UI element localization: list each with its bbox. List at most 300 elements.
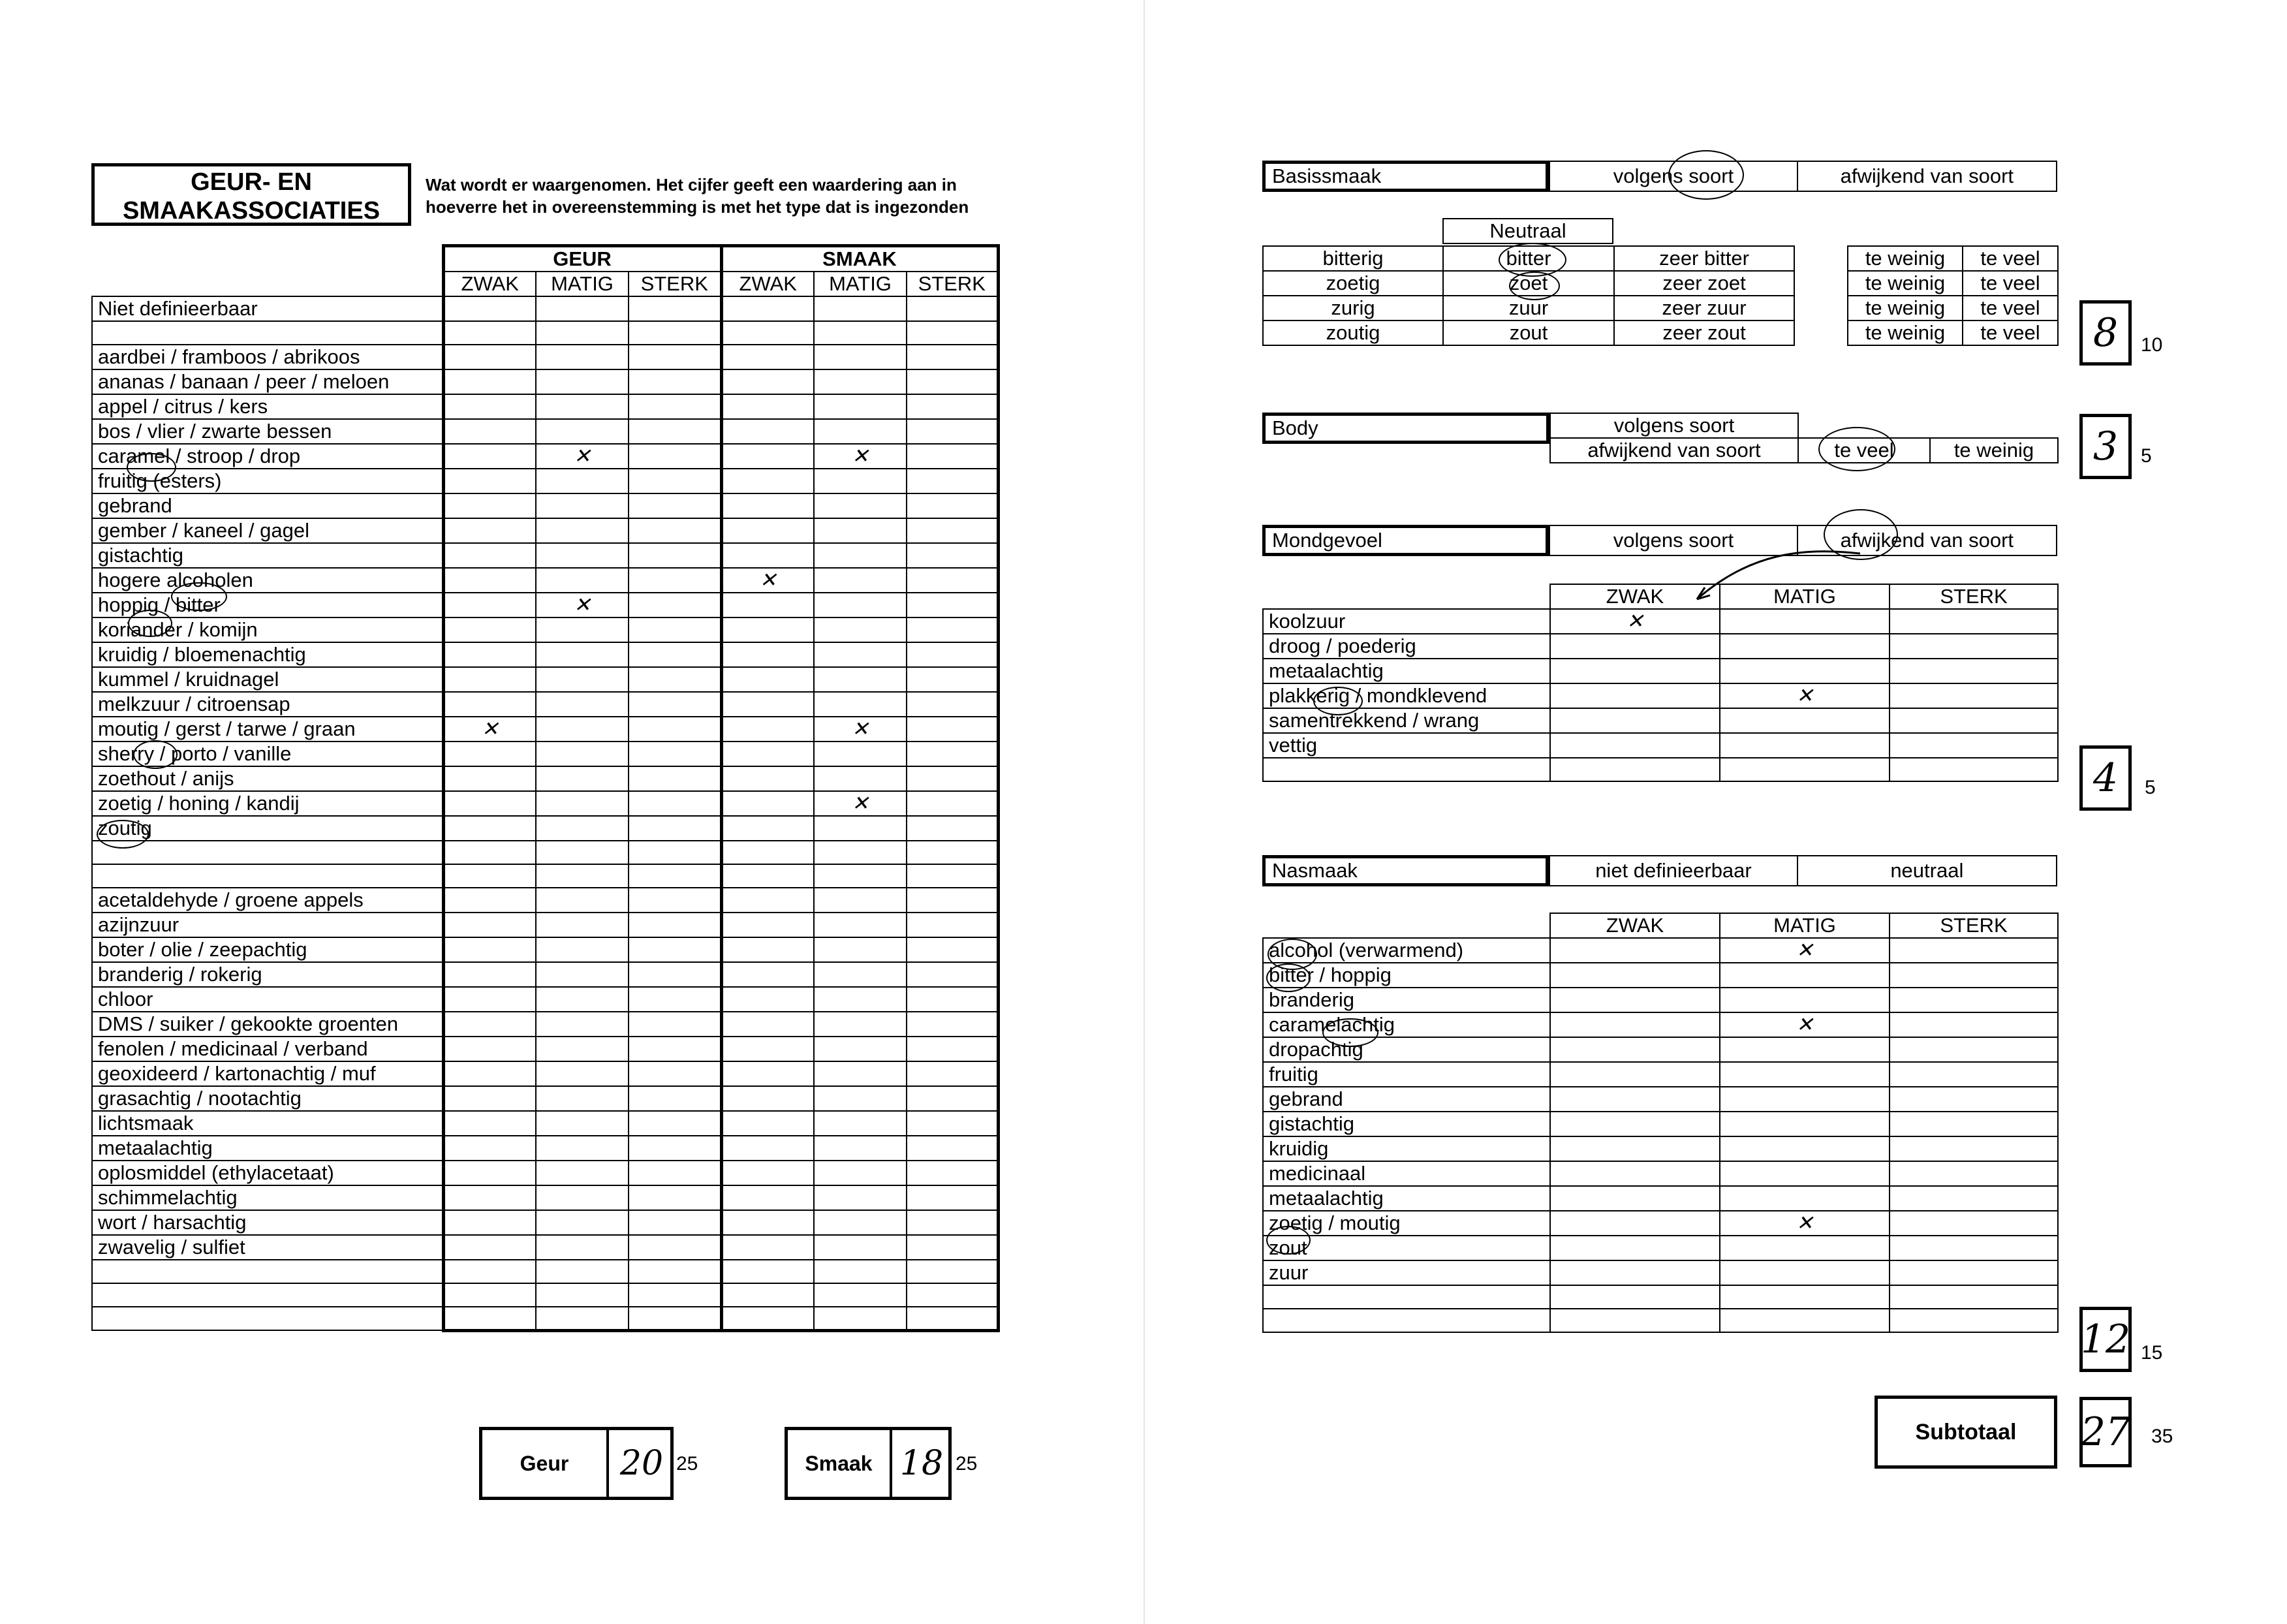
- mark-cell[interactable]: [443, 296, 536, 321]
- mark-cell[interactable]: [721, 791, 814, 816]
- mark-cell[interactable]: [907, 667, 998, 692]
- mark-cell[interactable]: [443, 987, 536, 1012]
- mark-cell[interactable]: [1720, 1112, 1890, 1136]
- mark-cell[interactable]: [443, 1210, 536, 1235]
- mark-cell[interactable]: [629, 1061, 721, 1086]
- mark-cell[interactable]: [907, 1037, 998, 1061]
- smaak-score-value[interactable]: 18: [890, 1430, 951, 1497]
- mark-cell[interactable]: [721, 692, 814, 717]
- mark-cell[interactable]: [629, 1111, 721, 1136]
- mark-cell[interactable]: [721, 543, 814, 568]
- mark-cell[interactable]: [907, 1012, 998, 1037]
- mark-cell[interactable]: [536, 742, 629, 766]
- mark-cell[interactable]: [629, 1012, 721, 1037]
- mark-cell[interactable]: [907, 864, 998, 888]
- mark-cell[interactable]: [1720, 1285, 1890, 1309]
- mark-cell[interactable]: [907, 394, 998, 419]
- mark-cell[interactable]: [629, 816, 721, 841]
- mark-cell[interactable]: [907, 791, 998, 816]
- mark-cell[interactable]: [629, 518, 721, 543]
- mark-cell[interactable]: [443, 1111, 536, 1136]
- mark-cell[interactable]: [1550, 1112, 1720, 1136]
- mark-cell[interactable]: [1720, 963, 1890, 988]
- mark-cell[interactable]: [536, 642, 629, 667]
- mark-cell[interactable]: [907, 1260, 998, 1283]
- mark-cell[interactable]: [721, 742, 814, 766]
- mark-cell[interactable]: [629, 987, 721, 1012]
- mark-cell[interactable]: [721, 1161, 814, 1185]
- mark-cell[interactable]: [629, 321, 721, 345]
- mark-cell[interactable]: [907, 543, 998, 568]
- mark-cell[interactable]: [629, 469, 721, 493]
- mark-cell[interactable]: [721, 987, 814, 1012]
- basissmaak-te-weinig[interactable]: te weinig: [1848, 320, 1963, 345]
- mark-cell[interactable]: [907, 1161, 998, 1185]
- mark-cell[interactable]: ✕: [814, 444, 907, 469]
- mark-cell[interactable]: [629, 568, 721, 593]
- mark-cell[interactable]: [1550, 1161, 1720, 1186]
- mark-cell[interactable]: [536, 1161, 629, 1185]
- mark-cell[interactable]: [814, 987, 907, 1012]
- mark-cell[interactable]: [536, 369, 629, 394]
- mark-cell[interactable]: [1720, 1087, 1890, 1112]
- mark-cell[interactable]: [443, 642, 536, 667]
- basissmaak-te-veel[interactable]: te veel: [1963, 296, 2058, 320]
- mark-cell[interactable]: [721, 1185, 814, 1210]
- mark-cell[interactable]: [629, 1307, 721, 1330]
- mark-cell[interactable]: [814, 742, 907, 766]
- mark-cell[interactable]: [907, 1307, 998, 1330]
- mark-cell[interactable]: [536, 617, 629, 642]
- mark-cell[interactable]: [443, 692, 536, 717]
- geur-score-value[interactable]: 20: [606, 1430, 674, 1497]
- basissmaak-neutral[interactable]: zout: [1443, 320, 1614, 345]
- mark-cell[interactable]: [1550, 1236, 1720, 1260]
- mark-cell[interactable]: [1550, 683, 1720, 708]
- mark-cell[interactable]: [1720, 634, 1890, 659]
- mark-cell[interactable]: [814, 667, 907, 692]
- mark-cell[interactable]: [1550, 938, 1720, 963]
- mark-cell[interactable]: [907, 962, 998, 987]
- mark-cell[interactable]: [443, 841, 536, 864]
- mark-cell[interactable]: [536, 1185, 629, 1210]
- mark-cell[interactable]: [1890, 609, 2058, 634]
- mark-cell[interactable]: [536, 1061, 629, 1086]
- mark-cell[interactable]: [814, 1161, 907, 1185]
- mark-cell[interactable]: [629, 667, 721, 692]
- mark-cell[interactable]: [443, 493, 536, 518]
- mark-cell[interactable]: [629, 937, 721, 962]
- mark-cell[interactable]: [443, 864, 536, 888]
- mark-cell[interactable]: [1890, 1260, 2058, 1285]
- mark-cell[interactable]: [1890, 938, 2058, 963]
- basissmaak-zeer[interactable]: zeer zout: [1614, 320, 1794, 345]
- mark-cell[interactable]: [1550, 1285, 1720, 1309]
- mark-cell[interactable]: [814, 1307, 907, 1330]
- mark-cell[interactable]: [1550, 1012, 1720, 1037]
- mark-cell[interactable]: [1720, 1161, 1890, 1186]
- mark-cell[interactable]: ✕: [1550, 609, 1720, 634]
- mark-cell[interactable]: [536, 321, 629, 345]
- mark-cell[interactable]: [814, 1012, 907, 1037]
- mark-cell[interactable]: [1550, 659, 1720, 683]
- mark-cell[interactable]: [721, 1307, 814, 1330]
- basissmaak-score[interactable]: 8: [2079, 300, 2132, 366]
- basissmaak-neutral[interactable]: zoet: [1443, 271, 1614, 296]
- basissmaak-zeer[interactable]: zeer zoet: [1614, 271, 1794, 296]
- mark-cell[interactable]: [907, 742, 998, 766]
- mark-cell[interactable]: [721, 816, 814, 841]
- mark-cell[interactable]: [907, 345, 998, 369]
- mark-cell[interactable]: [536, 841, 629, 864]
- mark-cell[interactable]: [629, 642, 721, 667]
- mark-cell[interactable]: [629, 766, 721, 791]
- mark-cell[interactable]: [536, 864, 629, 888]
- mark-cell[interactable]: [907, 296, 998, 321]
- mark-cell[interactable]: [443, 593, 536, 617]
- mark-cell[interactable]: [536, 543, 629, 568]
- mark-cell[interactable]: [907, 321, 998, 345]
- mark-cell[interactable]: [1720, 1309, 1890, 1332]
- mark-cell[interactable]: [721, 394, 814, 419]
- mark-cell[interactable]: [1890, 683, 2058, 708]
- mark-cell[interactable]: [814, 568, 907, 593]
- mark-cell[interactable]: [721, 864, 814, 888]
- mark-cell[interactable]: [443, 667, 536, 692]
- mark-cell[interactable]: [1720, 659, 1890, 683]
- mark-cell[interactable]: [814, 617, 907, 642]
- mark-cell[interactable]: [629, 345, 721, 369]
- mark-cell[interactable]: [814, 1061, 907, 1086]
- mark-cell[interactable]: [443, 742, 536, 766]
- mark-cell[interactable]: [1890, 634, 2058, 659]
- mark-cell[interactable]: [1720, 1186, 1890, 1211]
- mark-cell[interactable]: [721, 296, 814, 321]
- mark-cell[interactable]: [814, 692, 907, 717]
- mark-cell[interactable]: [443, 816, 536, 841]
- mark-cell[interactable]: [536, 888, 629, 913]
- mark-cell[interactable]: [814, 913, 907, 937]
- mark-cell[interactable]: [629, 369, 721, 394]
- mark-cell[interactable]: [536, 493, 629, 518]
- mark-cell[interactable]: [907, 1235, 998, 1260]
- mark-cell[interactable]: ✕: [814, 791, 907, 816]
- mark-cell[interactable]: [629, 717, 721, 742]
- mark-cell[interactable]: [907, 617, 998, 642]
- mark-cell[interactable]: [629, 1210, 721, 1235]
- mark-cell[interactable]: [1720, 1236, 1890, 1260]
- mark-cell[interactable]: [1890, 708, 2058, 733]
- mark-cell[interactable]: [629, 1136, 721, 1161]
- mark-cell[interactable]: [1720, 1136, 1890, 1161]
- body-option-te-weinig[interactable]: te weinig: [1930, 438, 2058, 463]
- mark-cell[interactable]: [1890, 733, 2058, 758]
- mark-cell[interactable]: [907, 469, 998, 493]
- mark-cell[interactable]: [1890, 1112, 2058, 1136]
- mondgevoel-option-afwijkend[interactable]: afwijkend van soort: [1797, 526, 2056, 555]
- mark-cell[interactable]: [1720, 609, 1890, 634]
- mark-cell[interactable]: [536, 913, 629, 937]
- mark-cell[interactable]: [629, 1235, 721, 1260]
- mark-cell[interactable]: [907, 841, 998, 864]
- mark-cell[interactable]: [443, 444, 536, 469]
- mark-cell[interactable]: [1720, 988, 1890, 1012]
- mark-cell[interactable]: ✕: [536, 444, 629, 469]
- mark-cell[interactable]: [907, 766, 998, 791]
- basissmaak-neutral[interactable]: zuur: [1443, 296, 1614, 320]
- mark-cell[interactable]: [629, 913, 721, 937]
- mark-cell[interactable]: [629, 1161, 721, 1185]
- mark-cell[interactable]: [443, 321, 536, 345]
- mark-cell[interactable]: [907, 642, 998, 667]
- mark-cell[interactable]: [443, 419, 536, 444]
- mark-cell[interactable]: [536, 568, 629, 593]
- mark-cell[interactable]: [721, 913, 814, 937]
- mark-cell[interactable]: [443, 1012, 536, 1037]
- mark-cell[interactable]: [907, 913, 998, 937]
- mark-cell[interactable]: [536, 766, 629, 791]
- mark-cell[interactable]: [1550, 1260, 1720, 1285]
- mark-cell[interactable]: [907, 1061, 998, 1086]
- mark-cell[interactable]: [629, 692, 721, 717]
- mark-cell[interactable]: [814, 1136, 907, 1161]
- mark-cell[interactable]: [1720, 1037, 1890, 1062]
- mark-cell[interactable]: [1550, 758, 1720, 781]
- mark-cell[interactable]: [443, 937, 536, 962]
- mark-cell[interactable]: [536, 937, 629, 962]
- mark-cell[interactable]: [907, 593, 998, 617]
- mark-cell[interactable]: [814, 1111, 907, 1136]
- mark-cell[interactable]: [721, 717, 814, 742]
- mark-cell[interactable]: [536, 296, 629, 321]
- basissmaak-zeer[interactable]: zeer zuur: [1614, 296, 1794, 320]
- mark-cell[interactable]: [907, 1185, 998, 1210]
- mark-cell[interactable]: [443, 1283, 536, 1307]
- mark-cell[interactable]: [1550, 634, 1720, 659]
- mark-cell[interactable]: [721, 493, 814, 518]
- mark-cell[interactable]: [721, 1111, 814, 1136]
- mark-cell[interactable]: [629, 1185, 721, 1210]
- mark-cell[interactable]: [443, 791, 536, 816]
- mark-cell[interactable]: [814, 419, 907, 444]
- mark-cell[interactable]: [814, 888, 907, 913]
- basissmaak-zeer[interactable]: zeer bitter: [1614, 246, 1794, 271]
- mark-cell[interactable]: [1550, 1062, 1720, 1087]
- mark-cell[interactable]: [721, 1037, 814, 1061]
- mark-cell[interactable]: [629, 617, 721, 642]
- mark-cell[interactable]: ✕: [1720, 1012, 1890, 1037]
- mark-cell[interactable]: [629, 1037, 721, 1061]
- mark-cell[interactable]: [443, 1086, 536, 1111]
- mark-cell[interactable]: [721, 888, 814, 913]
- mark-cell[interactable]: [1890, 1037, 2058, 1062]
- mark-cell[interactable]: [1890, 1062, 2058, 1087]
- basissmaak-row-label[interactable]: zurig: [1263, 296, 1443, 320]
- mark-cell[interactable]: [814, 345, 907, 369]
- mark-cell[interactable]: [629, 1260, 721, 1283]
- mark-cell[interactable]: [629, 493, 721, 518]
- mark-cell[interactable]: [1890, 1236, 2058, 1260]
- mark-cell[interactable]: [536, 791, 629, 816]
- mark-cell[interactable]: [907, 987, 998, 1012]
- mark-cell[interactable]: [721, 321, 814, 345]
- mark-cell[interactable]: [721, 1012, 814, 1037]
- mark-cell[interactable]: [443, 1037, 536, 1061]
- mark-cell[interactable]: [536, 394, 629, 419]
- mark-cell[interactable]: [907, 717, 998, 742]
- mark-cell[interactable]: [1720, 733, 1890, 758]
- mark-cell[interactable]: [814, 369, 907, 394]
- mark-cell[interactable]: [721, 937, 814, 962]
- mark-cell[interactable]: [443, 962, 536, 987]
- mark-cell[interactable]: [721, 593, 814, 617]
- mark-cell[interactable]: [443, 1136, 536, 1161]
- mark-cell[interactable]: [629, 841, 721, 864]
- mark-cell[interactable]: [1890, 1186, 2058, 1211]
- mark-cell[interactable]: [1550, 988, 1720, 1012]
- mark-cell[interactable]: [443, 1260, 536, 1283]
- mark-cell[interactable]: [907, 692, 998, 717]
- body-option-volgens[interactable]: volgens soort: [1550, 413, 1798, 438]
- mark-cell[interactable]: [443, 568, 536, 593]
- mark-cell[interactable]: [1890, 963, 2058, 988]
- mark-cell[interactable]: [721, 962, 814, 987]
- mark-cell[interactable]: [1890, 758, 2058, 781]
- mark-cell[interactable]: ✕: [1720, 683, 1890, 708]
- body-option-te-veel[interactable]: te veel: [1798, 438, 1930, 463]
- mark-cell[interactable]: [907, 369, 998, 394]
- mark-cell[interactable]: [814, 937, 907, 962]
- basissmaak-row-label[interactable]: zoutig: [1263, 320, 1443, 345]
- mark-cell[interactable]: [721, 518, 814, 543]
- mark-cell[interactable]: [629, 888, 721, 913]
- mark-cell[interactable]: [629, 394, 721, 419]
- mark-cell[interactable]: [1550, 1309, 1720, 1332]
- mark-cell[interactable]: [629, 962, 721, 987]
- mark-cell[interactable]: [907, 1136, 998, 1161]
- body-option-afwijkend[interactable]: afwijkend van soort: [1550, 438, 1798, 463]
- mark-cell[interactable]: [536, 1086, 629, 1111]
- mark-cell[interactable]: [629, 444, 721, 469]
- mark-cell[interactable]: [721, 1136, 814, 1161]
- basissmaak-neutral[interactable]: bitter: [1443, 246, 1614, 271]
- mark-cell[interactable]: [814, 1037, 907, 1061]
- mark-cell[interactable]: [536, 987, 629, 1012]
- mark-cell[interactable]: [814, 1086, 907, 1111]
- mark-cell[interactable]: [814, 394, 907, 419]
- basissmaak-row-label[interactable]: bitterig: [1263, 246, 1443, 271]
- mark-cell[interactable]: [443, 394, 536, 419]
- mark-cell[interactable]: [443, 1235, 536, 1260]
- mark-cell[interactable]: [443, 1185, 536, 1210]
- mark-cell[interactable]: [536, 717, 629, 742]
- mark-cell[interactable]: [907, 1111, 998, 1136]
- mondgevoel-score[interactable]: 4: [2079, 745, 2132, 811]
- mark-cell[interactable]: [814, 766, 907, 791]
- mark-cell[interactable]: [443, 543, 536, 568]
- mark-cell[interactable]: [721, 419, 814, 444]
- mark-cell[interactable]: [907, 937, 998, 962]
- mark-cell[interactable]: [1890, 1309, 2058, 1332]
- mark-cell[interactable]: [536, 469, 629, 493]
- mark-cell[interactable]: [443, 1307, 536, 1330]
- mark-cell[interactable]: [536, 419, 629, 444]
- mark-cell[interactable]: [1720, 758, 1890, 781]
- mark-cell[interactable]: [814, 962, 907, 987]
- mark-cell[interactable]: [443, 369, 536, 394]
- mark-cell[interactable]: [814, 864, 907, 888]
- basissmaak-row-label[interactable]: zoetig: [1263, 271, 1443, 296]
- mark-cell[interactable]: [443, 1161, 536, 1185]
- basissmaak-te-veel[interactable]: te veel: [1963, 320, 2058, 345]
- mark-cell[interactable]: [443, 888, 536, 913]
- mark-cell[interactable]: [1550, 1087, 1720, 1112]
- mark-cell[interactable]: [814, 1235, 907, 1260]
- mark-cell[interactable]: [1890, 659, 2058, 683]
- mark-cell[interactable]: [721, 369, 814, 394]
- mark-cell[interactable]: [907, 1283, 998, 1307]
- mark-cell[interactable]: [1720, 1062, 1890, 1087]
- mark-cell[interactable]: [536, 1111, 629, 1136]
- nasmaak-score[interactable]: 12: [2079, 1307, 2132, 1372]
- mark-cell[interactable]: [907, 816, 998, 841]
- mark-cell[interactable]: [443, 766, 536, 791]
- mark-cell[interactable]: [1890, 1161, 2058, 1186]
- mark-cell[interactable]: ✕: [443, 717, 536, 742]
- mark-cell[interactable]: [536, 1136, 629, 1161]
- mark-cell[interactable]: [721, 766, 814, 791]
- mark-cell[interactable]: [1550, 1136, 1720, 1161]
- mondgevoel-option-volgens[interactable]: volgens soort: [1549, 526, 1796, 555]
- mark-cell[interactable]: [629, 864, 721, 888]
- mark-cell[interactable]: [1550, 733, 1720, 758]
- mark-cell[interactable]: [814, 493, 907, 518]
- mark-cell[interactable]: [907, 1086, 998, 1111]
- basissmaak-option-afwijkend[interactable]: afwijkend van soort: [1797, 162, 2056, 191]
- mark-cell[interactable]: [443, 345, 536, 369]
- mark-cell[interactable]: [721, 1260, 814, 1283]
- basissmaak-option-volgens[interactable]: volgens soort: [1549, 162, 1796, 191]
- mark-cell[interactable]: [721, 841, 814, 864]
- mark-cell[interactable]: [814, 816, 907, 841]
- mark-cell[interactable]: [536, 1235, 629, 1260]
- mark-cell[interactable]: [536, 1210, 629, 1235]
- mark-cell[interactable]: [721, 667, 814, 692]
- mark-cell[interactable]: ✕: [1720, 1211, 1890, 1236]
- mark-cell[interactable]: [536, 1012, 629, 1037]
- mark-cell[interactable]: [629, 742, 721, 766]
- mark-cell[interactable]: [721, 345, 814, 369]
- nasmaak-option-neutraal[interactable]: neutraal: [1797, 856, 2056, 885]
- mark-cell[interactable]: [814, 296, 907, 321]
- mark-cell[interactable]: [443, 1061, 536, 1086]
- mark-cell[interactable]: [814, 1283, 907, 1307]
- mark-cell[interactable]: [721, 1235, 814, 1260]
- mark-cell[interactable]: [721, 642, 814, 667]
- mark-cell[interactable]: [536, 962, 629, 987]
- mark-cell[interactable]: [907, 419, 998, 444]
- mark-cell[interactable]: [814, 469, 907, 493]
- mark-cell[interactable]: [721, 1283, 814, 1307]
- mark-cell[interactable]: [1720, 1260, 1890, 1285]
- mark-cell[interactable]: [1890, 1136, 2058, 1161]
- mark-cell[interactable]: [536, 1307, 629, 1330]
- mark-cell[interactable]: [1550, 1186, 1720, 1211]
- mark-cell[interactable]: [1550, 1211, 1720, 1236]
- mark-cell[interactable]: [629, 419, 721, 444]
- mark-cell[interactable]: [721, 1086, 814, 1111]
- mark-cell[interactable]: [1890, 1285, 2058, 1309]
